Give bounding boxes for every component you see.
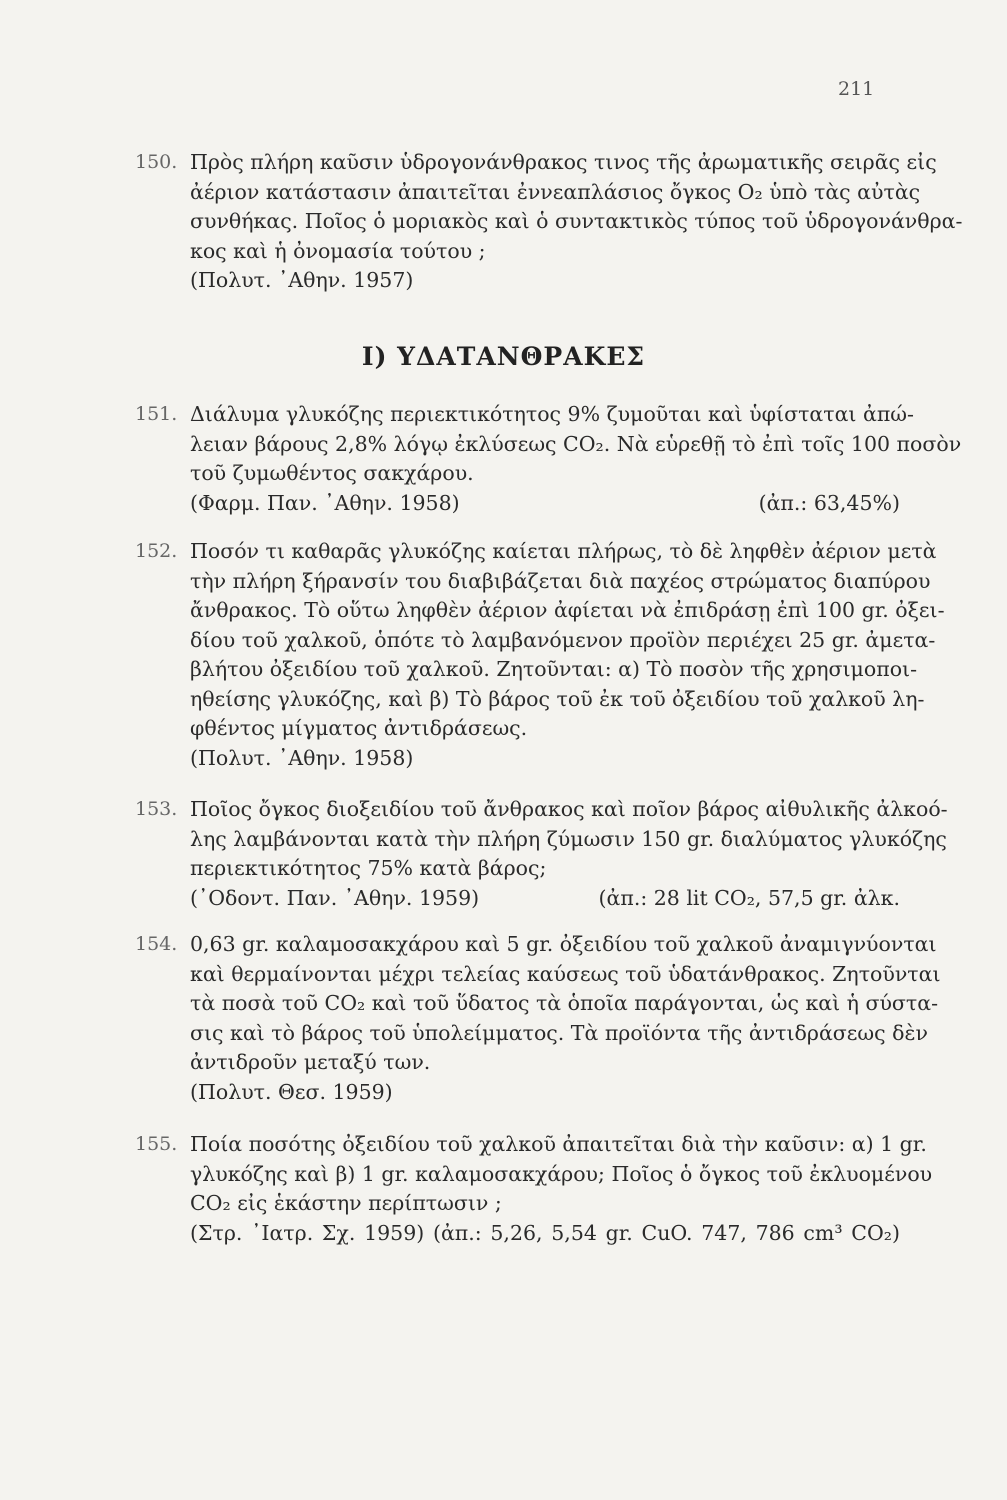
- problem-line: Διάλυμα γλυκόζης περιεκτικότητος 9% ζυμοῦται καὶ ὑφίσταται ἀπώ-: [190, 402, 914, 426]
- problem-number: 155.: [135, 1133, 178, 1155]
- problem-155: [135, 1130, 933, 1248]
- problem-line: περιεκτικότητος 75% κατὰ βάρος;: [190, 856, 547, 880]
- problem-source: (᾿Οδοντ. Παν. ᾿Αθην. 1959): [190, 885, 480, 910]
- problem-line: ἀέριον κατάστασιν ἀπαιτεῖται ἐννεαπλάσιος ὄγκος O₂ ὑπὸ τὰς αὐτὰς: [190, 179, 921, 204]
- problem-154: [135, 930, 941, 1107]
- problem-line: τὰ ποσὰ τοῦ CO₂ καὶ τοῦ ὕδατος τὰ ὁποῖα παράγονται, ὡς καὶ ἡ σύστα-: [190, 991, 939, 1015]
- problem-number: 153.: [135, 798, 178, 820]
- problem-line: σις καὶ τὸ βάρος τοῦ ὑπολείμματος. Τὰ προϊόντα τῆς ἀντιδράσεως δὲν: [190, 1020, 928, 1045]
- problem-line: Ποῖος ὄγκος διοξειδίου τοῦ ἄνθρακος καὶ ποῖον βάρος αἰθυλικῆς ἀλκοό-: [190, 797, 948, 821]
- problem-153: [135, 795, 948, 913]
- problem-line: ἀντιδροῦν μεταξύ των.: [190, 1050, 431, 1074]
- problem-line: 0,63 gr. καλαμοσακχάρου καὶ 5 gr. ὀξειδίου τοῦ χαλκοῦ ἀναμιγνύονται: [190, 932, 937, 956]
- source-row: [190, 489, 900, 519]
- section-heading: I) ΥΔΑΤΑΝΘΡΑΚΕΣ: [361, 342, 646, 371]
- problem-number: 151.: [135, 403, 178, 425]
- page-number: 211: [838, 78, 875, 100]
- problem-line: δίου τοῦ χαλκοῦ, ὁπότε τὸ λαμβανόμενον προϊὸν περιέχει 25 gr. ἀμετα-: [190, 627, 936, 652]
- problem-source: (Πολυτ. ᾿Αθην. 1957): [190, 268, 414, 292]
- problem-line: τοῦ ζυμωθέντος σακχάρου.: [190, 461, 474, 485]
- problem-answer: (ἀπ.: 28 lit CO₂, 57,5 gr. ἀλκ.: [598, 885, 900, 910]
- problem-line: Πρὸς πλήρη καῦσιν ὑδρογονάνθρακος τινος τῆς ἀρωματικῆς σειρᾶς εἰς: [190, 150, 937, 174]
- problem-line: λειαν βάρους 2,8% λόγῳ ἐκλύσεως CO₂. Νὰ εὑρεθῇ τὸ ἐπὶ τοῖς 100 ποσὸν: [190, 431, 962, 456]
- problem-number: 154.: [135, 933, 178, 955]
- problem-source: (Φαρμ. Παν. ᾿Αθην. 1958): [190, 490, 460, 515]
- problem-line: ἄνθρακος. Τὸ οὕτω ληφθὲν ἀέριον ἀφίεται νὰ ἐπιδράσῃ ἐπὶ 100 gr. ὀξει-: [190, 598, 945, 622]
- problem-number: 150.: [135, 151, 178, 173]
- problem-line: λης λαμβάνονται κατὰ τὴν πλήρη ζύμωσιν 150 gr. διαλύματος γλυκόζης: [190, 826, 947, 851]
- problem-151: [135, 400, 962, 518]
- problem-source: (Στρ. ᾿Ιατρ. Σχ. 1959) (ἀπ.: 5,26, 5,54 gr. CuO. 747, 786 cm³ CO₂): [190, 1220, 900, 1245]
- problem-line: συνθήκας. Ποῖος ὁ μοριακὸς καὶ ὁ συντακτικὸς τύπος τοῦ ὑδρογονάνθρα-: [190, 209, 963, 233]
- problem-line: Ποία ποσότης ὀξειδίου τοῦ χαλκοῦ ἀπαιτεῖται διὰ τὴν καῦσιν: α) 1 gr.: [190, 1132, 927, 1156]
- problem-line: βλήτου ὀξειδίου τοῦ χαλκοῦ. Ζητοῦνται: α) Τὸ ποσὸν τῆς χρησιμοποι-: [190, 657, 917, 681]
- problem-line: ηθείσης γλυκόζης, καὶ β) Τὸ βάρος τοῦ ἐκ τοῦ ὀξειδίου τοῦ χαλκοῦ λη-: [190, 686, 925, 711]
- problem-line: τὴν πλήρη ξήρανσίν του διαβιβάζεται διὰ παχέος στρώματος διαπύρου: [190, 568, 931, 593]
- problem-line: γλυκόζης καὶ β) 1 gr. καλαμοσακχάρου; Ποῖος ὁ ὄγκος τοῦ ἐκλυομένου: [190, 1161, 933, 1186]
- problem-source: (Πολυτ. Θεσ. 1959): [190, 1079, 393, 1104]
- problem-line: φθέντος μίγματος ἀντιδράσεως.: [190, 716, 528, 740]
- problem-line: CO₂ εἰς ἑκάστην περίπτωσιν ;: [190, 1191, 502, 1215]
- problem-answer: (ἀπ.: 63,45%): [758, 490, 900, 515]
- problem-line: κος καὶ ἡ ὀνομασία τούτου ;: [190, 238, 486, 263]
- problem-line: καὶ θερμαίνονται μέχρι τελείας καύσεως τοῦ ὑδατάνθρακος. Ζητοῦνται: [190, 961, 941, 986]
- problem-150: [135, 148, 963, 296]
- problem-152: [135, 537, 945, 773]
- problem-number: 152.: [135, 540, 178, 562]
- problem-line: Ποσόν τι καθαρᾶς γλυκόζης καίεται πλήρως, τὸ δὲ ληφθὲν ἀέριον μετὰ: [190, 539, 937, 563]
- problem-source: (Πολυτ. ᾿Αθην. 1958): [190, 745, 414, 770]
- source-row: [190, 884, 900, 914]
